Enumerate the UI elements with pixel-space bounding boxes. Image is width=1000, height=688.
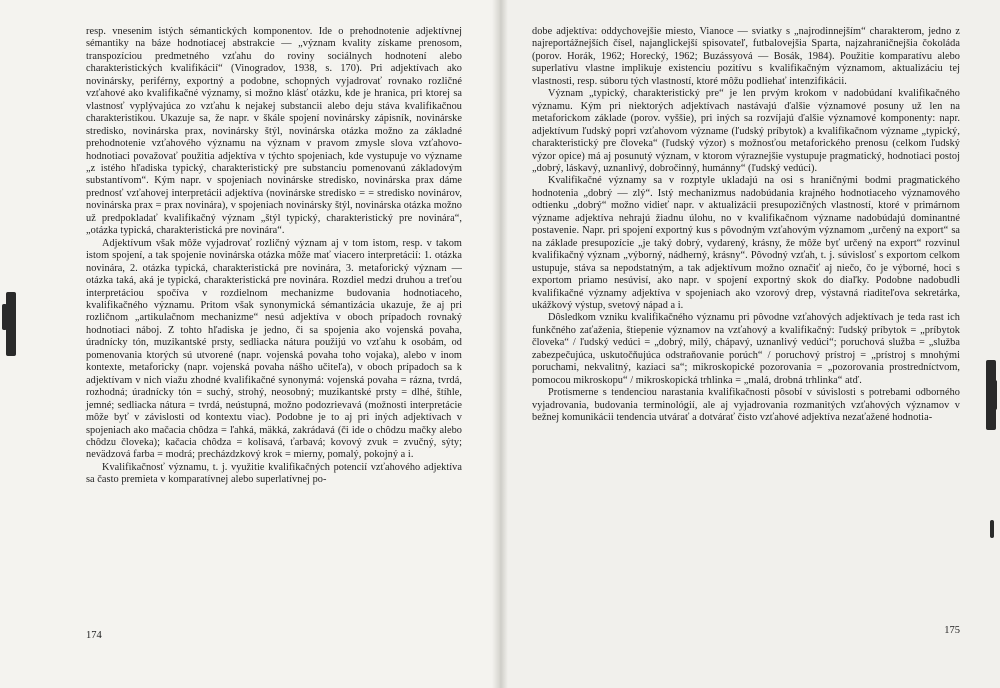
right-page-text bbox=[532, 26, 960, 425]
paragraph: resp. vnesenim istých sémantických komponentov. Ide o prehodnotenie adjektívnej sémantiky na báze hodnotiacej abstrakcie — „význam kvality získame prenosom, transpozíciou predmetného vzťahu do roviny sociálnych hodnotení alebo charakteristických kvalifikácií“ (Vinogradov, 1938, s. 170). Pri adjektívach ako novinársky, periférny, exportný a podobne, schopných vyjadrovať rovnako rozličné vzťahové ako kvalifikačné významy, si možno klásť otázku, kde je hranica, pri ktorej sa vlastnosť vyplývajúca zo vzťahu k nejakej substancii alebo deju stáva kvalifikačnou charakteristikou. Ukazuje sa, že napr. v škále spojení novinársky zápisník, novinárske stredisko, novinárska prax, novinársky štýl, novinárska otázka možno za základné prehodnotenie vzťahového významu na význam v pravom zmysle slova vzťahovo-hodnotiaci považovať použitia adjektíva v týchto spojeniach, kde vystupuje vo význame „z istého hľadiska typický, charakteristický pre substanciu pomenovanú základovým substantívom“. Kým napr. v spojeniach novinárske stredisko, novinárska prax dáme prednosť vzťahovej interpretácii adjektíva (novinárske stredisko = = stredisko novinárov, novinárska prax = prax novinára), v spojeniach novinársky štýl, novinárska otázka možno už predpokladať kvalifikačný význam „štýl typický, charakteristický pre novinára“, „otázka typická, charakteristická pre novinára“. bbox=[86, 26, 462, 237]
paragraph: Adjektívum však môže vyjadrovať rozličný význam aj v tom istom, resp. v takom istom spojení, a tak spojenie novinárska otázka môže mať viacero interpretácií: 1. otázka novinára, 2. otázka typická, charakteristická pre novinára, 3. metaforický význam — otázka taká, aká je typická, charakteristická pre novinára. Rozdiel medzi druhou a treťou interpretáciou spočíva v rozdielnom mechanizme budovania hodnotiaceho, kvalifikačného významu. Pritom však synonymická sémantizácia ukazuje, že aj pri rozličnom „artikulačnom mechanizme“ nesú adjektíva v oboch prípadoch rovnaký hodnotiaci náboj. Z tohto hľadiska je jedno, či sa spojenia ako vojenská povaha, úradnícky tón, muzikantské prsty, sedliacka nátura použijú vo vzťahu k osobám, od pomenovania ktorých sú utvorené (napr. vojenská povaha toho vojaka), alebo v inom kontexte, metaforicky (napr. vojenská povaha nášho učiteľa), v oboch prípadoch sa k adjektívam v nich viažu zhodné kvalifikačné synonymá: vojenská povaha = rázna, tvrdá, rozhodná; úradnícky tón = suchý, strohý, neosobný; muzikantské prsty = dlhé, štíhle, jemné; sedliacka nátura = tvrdá, neústupná, možno podozrievavá (možnosti interpretácie môže byť v závislosti od kontextu viac). Podobne je to aj pri iných adjektívach v spojeniach ako mačacia chôdza = ľahká, mäkká, zakrádavá (či ide o chôdzu mačky alebo chôdzu človeka); kačacia chôdza = kolísavá, ťarbavá; kovový zvuk = zvučný, sýty; nevädzová farba = modrá; precházdzkový krok = mierny, pomalý, pokojný a i. bbox=[86, 237, 462, 461]
left-page-text bbox=[86, 26, 462, 487]
scan-edge-mark bbox=[990, 520, 994, 538]
paragraph: dobe adjektíva: oddychovejšie miesto, Vianoce — sviatky s „najrodinnejším“ charakterom, jedno z najreportážnejších čísel, najanglickejší spisovateľ, futbalovejšia Sparta, najzahraničnejšia čokoláda (porov. Horák, 1962; Horecký, 1962; Buzássyová — Bosák, 1984). Použitie komparatívu alebo superlatívu vlastne implikuje existenciu pozitívu s kvalifikačným významom, aktualizáciu tej vlastnosti, resp. súboru tých vlastností, ktoré môžu podliehať intenzifikácii. bbox=[532, 26, 960, 87]
scan-edge-mark bbox=[992, 380, 997, 410]
paragraph: Kvalifikačnosť významu, t. j. využitie kvalifikačných potencií vzťahového adjektíva sa často premieta v komparatívnej alebo superlatívnej po- bbox=[86, 461, 462, 486]
paragraph: Význam „typický, charakteristický pre“ je len prvým krokom v nadobúdaní kvalifikačného významu. Kým pri niektorých adjektívach nastávajú ďalšie významové posuny už len na metaforickom základe (porov. vyššie), pri iných sa rozvíjajú ďalšie významové komponenty: napr. adjektívum ľudský popri vzťahovom význame (ľudský príbytok) a kvalifikačnom význame „typický, charakteristický pre človeka“ (ľudský výzor) s možnosťou metaforického prenosu (celkom ľudský výzor opice) má aj posunutý význam, v ktorom výraznejšie vystupuje pragmatický, hodnotiaci postoj „dobrý, láskavý, uznanlivý, dobročinný, humánny“ (ľudský vedúci). bbox=[532, 88, 960, 174]
right-page bbox=[500, 0, 1000, 688]
page-number-left: 174 bbox=[86, 630, 102, 641]
paragraph: Protismerne s tendenciou narastania kvalifikačnosti pôsobí v súvislosti s potrebami odborného vyjadrovania, budovania terminológií, ale aj vyjadrovania rozmanitých vzťahových významov v bežnej komunikácii tendencia utvárať a dotvárať čisto vzťahové adjektíva nezaťažené hodnotia- bbox=[532, 387, 960, 424]
paragraph: Dôsledkom vzniku kvalifikačného významu pri pôvodne vzťahových adjektívach je teda rast ich funkčného zaťaženia, štiepenie významov na vzťahový a kvalifikačný: ľudský príbytok = „príbytok človeka“ / ľudský vedúci = „dobrý, milý, chápavý, uznanlivý vedúci“; poruchová služba = „služba zabezpečujúca, uskutočňujúca odstraňovanie porúch“ / poruchový prístroj = „prístroj s mnohými poruchami, nekvalitný, kaziaci sa“; mikroskopické pozorovania = „pozorovania prostredníctvom, pomocou mikroskopu“ / mikroskopická trhlinka = „malá, drobná trhlinka“ atď. bbox=[532, 312, 960, 386]
page-number-right: 175 bbox=[944, 625, 960, 636]
scan-edge-mark bbox=[6, 292, 16, 356]
book-gutter bbox=[492, 0, 508, 688]
scan-edge-mark bbox=[2, 304, 7, 330]
paragraph: Kvalifikačné významy sa v rozptyle ukladajú na osi s hraničnými bodmi pragmatického hodnotenia „dobrý — zlý“. Istý mechanizmus nadobúdania krajného hodnotiaceho významového odtienku „dobrý“ možno vidieť napr. v aktualizácii presupozičných vlastností, ktoré v primárnom význame adjektíva nehrajú žiadnu úlohu, no v kvalifikačnom význame nadobúdajú dominantné postavenie. Napr. pri spojení exportný kus s pôvodným vzťahovým významom „určený na export“ sa na základe presupozície „je taký dobrý, vydarený, krásny, že môže byť určený na export“ rozvinul kvalifikačný význam „výborný, nádherný, krásny“. Pôvodný vzťah, t. j. súvislosť s exportom celkom ustupuje, stáva sa nepodstatným, a tak adjektívum možno označiť aj niečo, čo je výborné, hoci s exportom priamo nesúvisí, ako napr. v spojení exportný skok do diaľky. Podobne nadobudli kvalifikačné významy adjektíva v spojeniach ako vzorový drep, výstavná riaditeľova sekretárka, ukážkový výstup, svetový nápad a i. bbox=[532, 175, 960, 311]
